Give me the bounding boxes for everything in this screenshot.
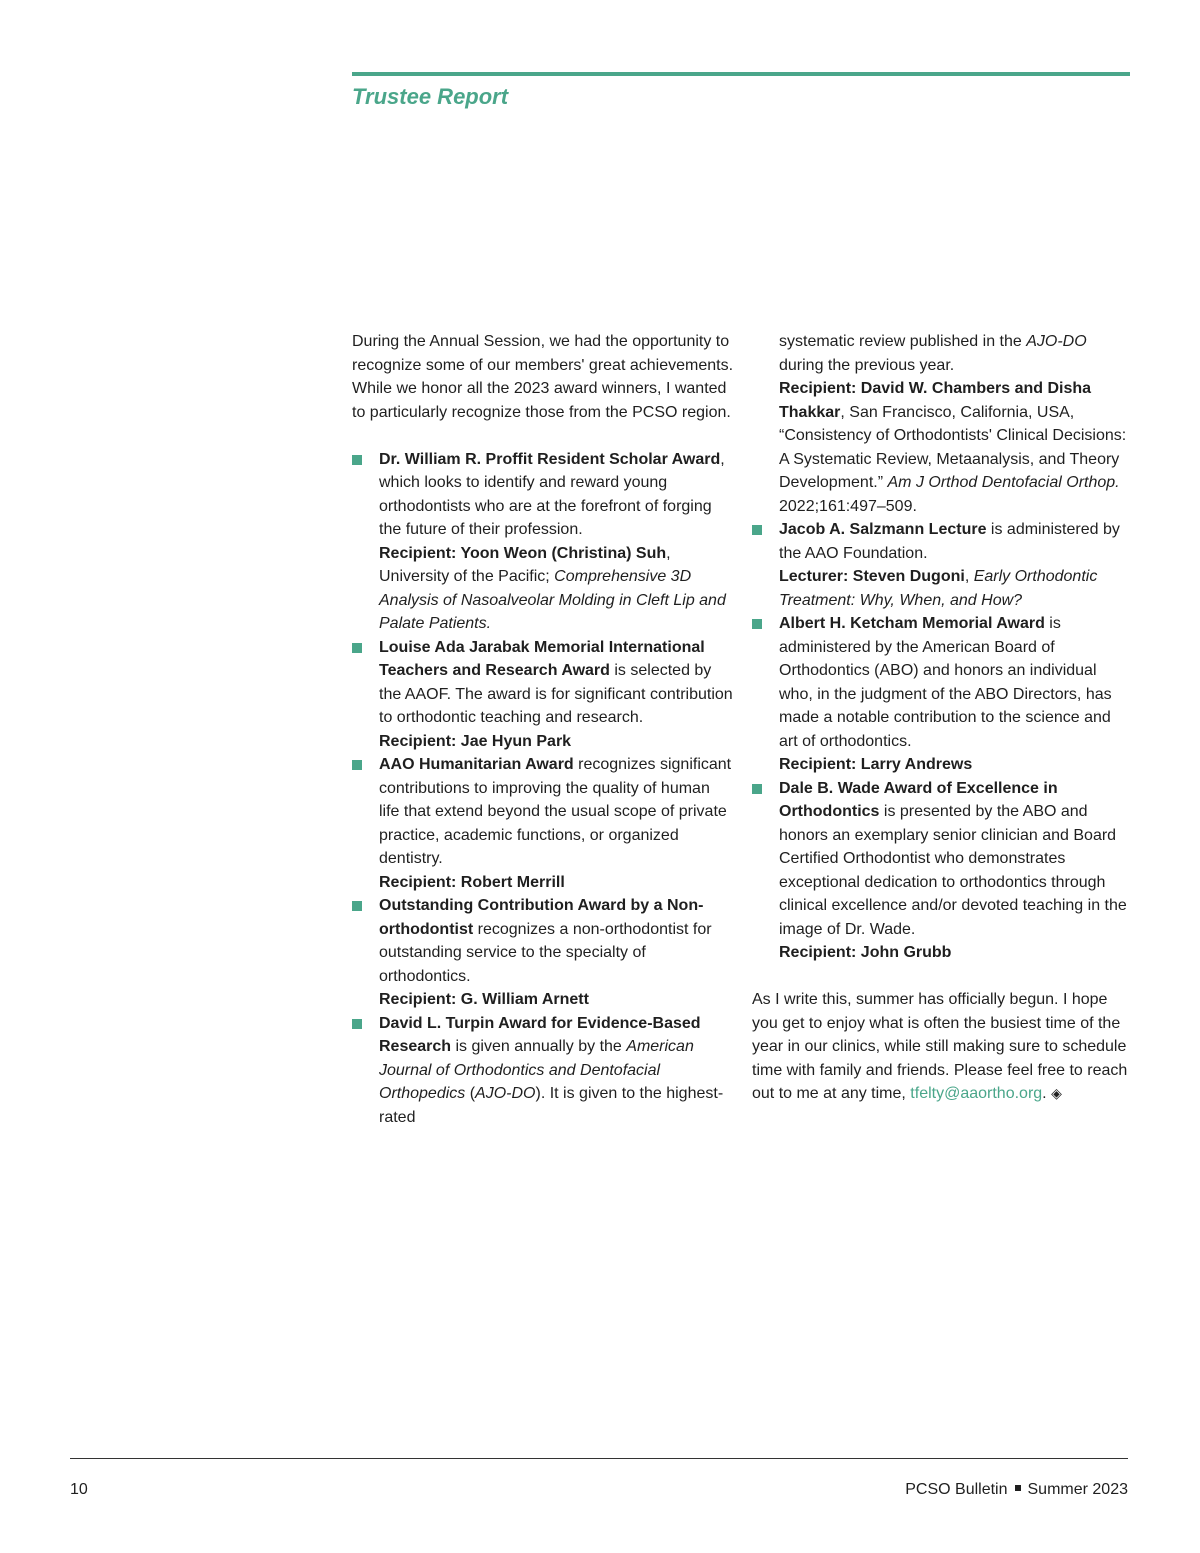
section-title: Trustee Report xyxy=(352,84,509,109)
continuation-text-2: during the previous year. xyxy=(779,356,955,374)
award-recipient: Recipient: David W. Chambers and Disha Thakkar xyxy=(779,380,1092,421)
award-name-suffix: , xyxy=(720,450,725,468)
closing-paragraph xyxy=(752,988,1130,1106)
award-description: recognizes significant contributions to improving the quality of human life that extend beyond the usual scope of private practice, academic functions, or organized dentistry. xyxy=(379,756,732,867)
square-bullet-icon xyxy=(352,643,362,653)
award-recipient: Recipient: Jae Hyun Park xyxy=(379,732,572,750)
square-bullet-icon xyxy=(752,525,762,535)
award-description: is administered by the AAO Foundation. xyxy=(779,521,1120,562)
end-mark-icon: ◈ xyxy=(1051,1085,1062,1101)
award-name: Jacob A. Salzmann Lecture xyxy=(779,521,987,538)
award-description: is presented by the ABO and honors an exemplary senior clinician and Board Certified Orthodontist who demonstrates exceptional dedication to orthodontics through clinical excellence and/or devoted teaching in the image of Dr. Wade. xyxy=(779,803,1127,938)
list-item xyxy=(352,753,734,894)
recipient-detail: , San Francisco, California, USA, “Consistency of Orthodontists' Clinical Decisions: A Systematic Review, Metaanalysis, and Theory Development.” xyxy=(779,403,1127,491)
recipient-detail: , xyxy=(964,568,974,585)
paren-open: ( xyxy=(465,1085,476,1102)
award-name: Louise Ada Jarabak Memorial International Teachers and Research Award xyxy=(379,638,705,679)
recipient-work-title: Comprehensive 3D Analysis of Nasoalveolar Molding in Cleft Lip and Palate Patients. xyxy=(379,568,726,632)
journal-abbr: AJO-DO xyxy=(1026,333,1087,350)
award-description: is administered by the American Board of Orthodontics (ABO) and honors an individual who, in the judgment of the ABO Directors, has made a notable contribution to the science and art of orthodontics. xyxy=(779,615,1112,750)
left-column xyxy=(352,330,734,1129)
square-bullet-icon xyxy=(352,901,362,911)
awards-list-right xyxy=(752,518,1130,965)
continuation-text: systematic review published in the xyxy=(779,333,1027,350)
award-description: is selected by the AAOF. The award is for significant contribution to orthodontic teaching and research. xyxy=(379,662,733,726)
list-item xyxy=(352,636,734,754)
journal-name: American Journal of Orthodontics and Dentofacial Orthopedics xyxy=(379,1038,694,1102)
publication-name: PCSO Bulletin xyxy=(905,1481,1008,1498)
award-name: AAO Humanitarian Award xyxy=(379,756,574,773)
separator-square-icon xyxy=(1015,1485,1021,1491)
square-bullet-icon xyxy=(352,760,362,770)
turpin-continuation xyxy=(752,330,1130,518)
award-name: David L. Turpin Award for Evidence-Based Research xyxy=(379,1014,701,1055)
award-description: which looks to identify and reward young orthodontists who are at the forefront of forging the future of their profession. xyxy=(379,474,712,538)
recipient-detail: , University of the Pacific; xyxy=(379,544,671,585)
square-bullet-icon xyxy=(352,1019,362,1029)
page-number: 10 xyxy=(70,1481,88,1498)
award-recipient: Recipient: John Grubb xyxy=(779,944,952,961)
award-description: is given annually by the xyxy=(451,1038,627,1055)
list-item xyxy=(352,894,734,1012)
list-item xyxy=(752,612,1130,777)
list-item xyxy=(752,518,1130,612)
award-recipient: Recipient: Yoon Weon (Christina) Suh xyxy=(379,544,667,562)
closing-period: . xyxy=(1042,1085,1047,1102)
journal-abbr: AJO-DO xyxy=(475,1085,536,1102)
award-name: Albert H. Ketcham Memorial Award xyxy=(779,615,1045,632)
list-item xyxy=(352,448,734,636)
square-bullet-icon xyxy=(752,784,762,794)
issue-name: Summer 2023 xyxy=(1027,1481,1128,1498)
award-recipient: Recipient: Robert Merrill xyxy=(379,873,565,891)
award-description-cont: ). It is given to the highest-rated xyxy=(379,1085,724,1126)
lecture-title: Early Orthodontic Treatment: Why, When, and How? xyxy=(779,568,1098,609)
award-name: Outstanding Contribution Award by a Non-orthodontist xyxy=(379,897,704,938)
list-item xyxy=(352,1012,734,1130)
square-bullet-icon xyxy=(352,455,362,465)
list-item xyxy=(752,777,1130,965)
recipient-citation: 2022;161:497–509. xyxy=(779,497,917,515)
right-column xyxy=(752,330,1130,1106)
header-rule xyxy=(352,72,1130,76)
award-description: recognizes a non-orthodontist for outstanding service to the specialty of orthodontics. xyxy=(379,920,712,985)
award-recipient: Recipient: Larry Andrews xyxy=(779,756,973,773)
footer-publication xyxy=(905,1481,1128,1499)
footer-rule xyxy=(70,1458,1128,1459)
award-name: Dr. William R. Proffit Resident Scholar Award xyxy=(379,450,721,468)
award-recipient: Lecturer: Steven Dugoni xyxy=(779,568,965,585)
closing-text: As I write this, summer has officially begun. I hope you get to enjoy what is often the busiest time of the year in our clinics, while still making sure to schedule time with family and friends. Please feel free to reach out to me at any time, xyxy=(752,991,1128,1102)
award-recipient: Recipient: G. William Arnett xyxy=(379,991,589,1008)
awards-list-left xyxy=(352,448,734,1130)
email-link[interactable]: tfelty@aaortho.org xyxy=(910,1085,1043,1102)
square-bullet-icon xyxy=(752,619,762,629)
award-name: Dale B. Wade Award of Excellence in Orthodontics xyxy=(779,779,1058,820)
recipient-journal: Am J Orthod Dentofacial Orthop. xyxy=(887,474,1120,491)
intro-paragraph: During the Annual Session, we had the opportunity to recognize some of our members' great achievements. While we honor all the 2023 award winners, I wanted to particularly recognize those from the PCSO region. xyxy=(352,333,734,421)
